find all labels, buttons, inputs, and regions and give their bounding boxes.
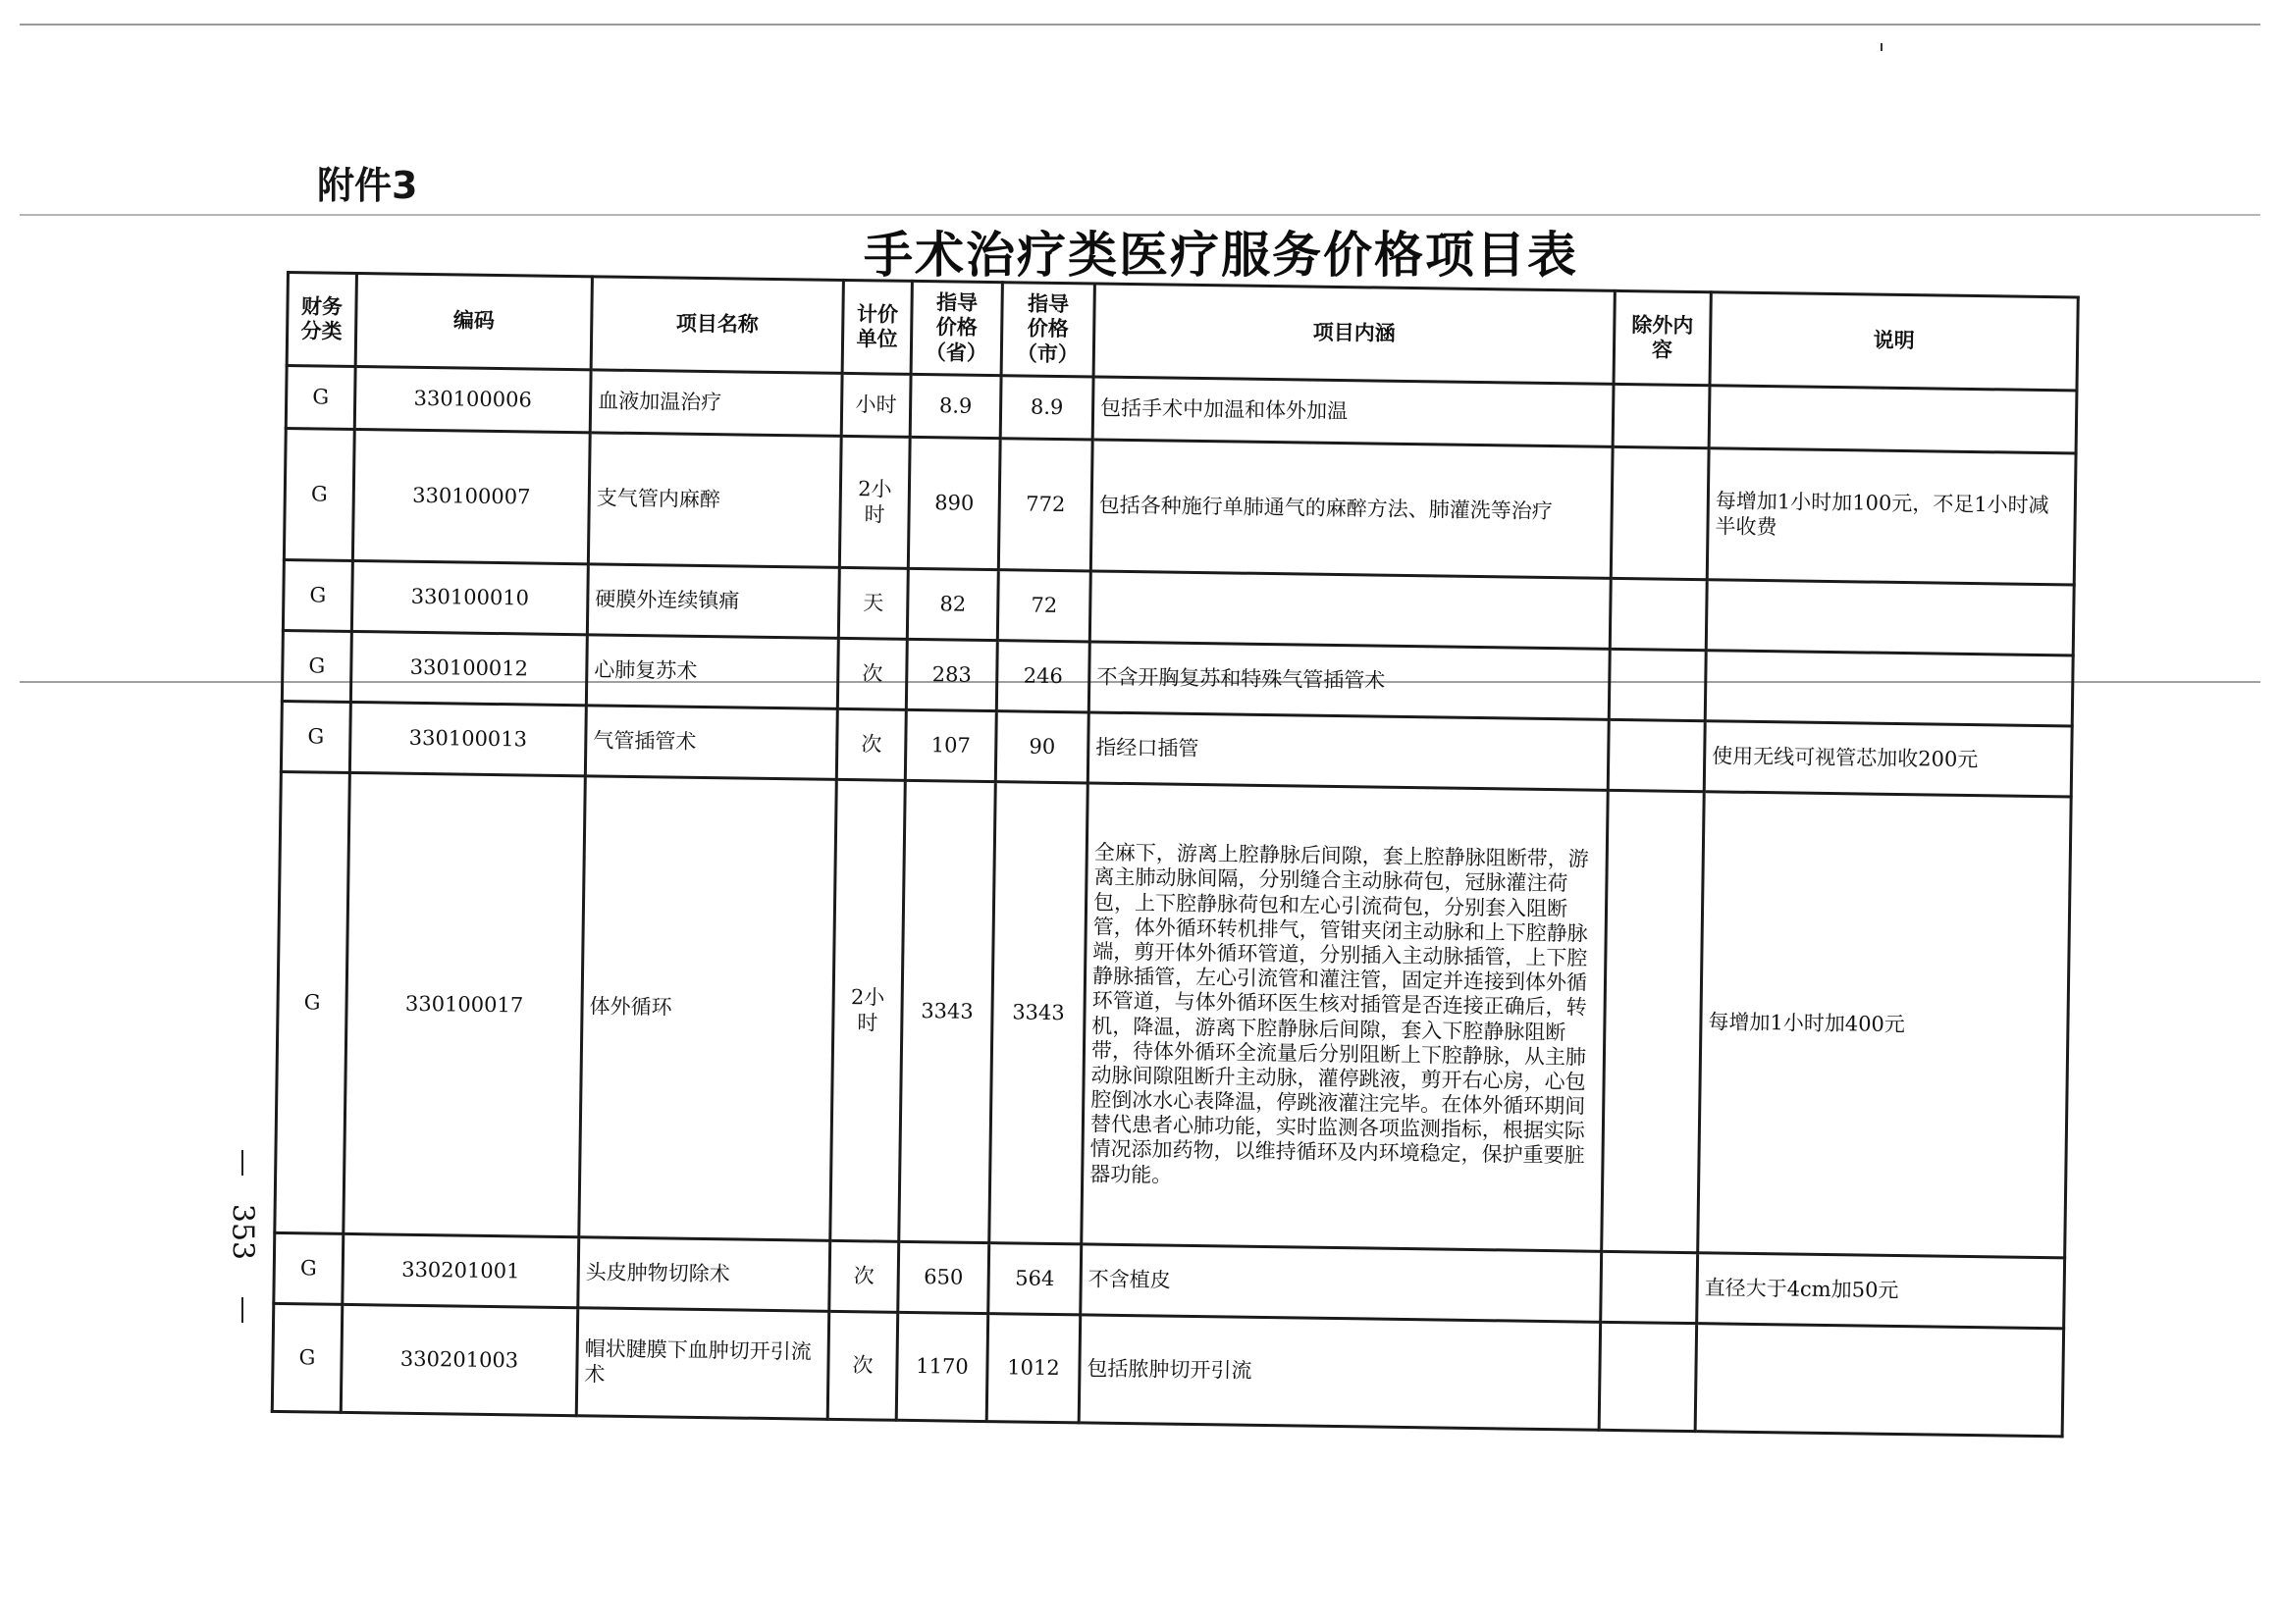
page-number (223, 1150, 262, 1327)
cell-category: G (282, 630, 351, 702)
cell-content: 全麻下，游离上腔静脉后间隙，套上腔静脉阻断带，游离主肺动脉间隔，分别缝合主动脉荷包，冠脉灌注荷包，上下腔静脉荷包和左心引流荷包，分别套入阻断管，体外循环转机排气，管钳夹闭主动脉和上下腔静脉端，剪开体外循环管道，分别插入主动脉插管，上下腔静脉插管，左心引流管和灌注管，固定并连接到体外循环管道，与体外循环医生核对插管是否连接正确后，转机，降温，游离下腔静脉后间隙，套入下腔静脉阻断带，待体外循环全流量后分别阻断上下腔静脉，从主肺动脉间隙阻断升主动脉，灌停跳液，剪开右心房，心包腔倒冰水心表降温，停跳液灌注完毕。在体外循环期间替代患者心肺功能，实时监测各项监测指标，根据实际情况添加药物，以维持循环及内环境稳定，保护重要脏器功能。 (1082, 783, 1609, 1251)
cell-notes (1709, 386, 2077, 453)
header-notes: 说明 (1710, 292, 2078, 391)
cell-code: 330100017 (344, 772, 586, 1236)
attachment-label: 附件3 (317, 164, 418, 207)
cell-exclusions (1613, 384, 1710, 447)
cell-content: 指经口插管 (1087, 712, 1609, 790)
cell-unit: 2小时 (830, 779, 906, 1241)
cell-notes (1695, 1324, 2063, 1437)
cell-content (1089, 571, 1611, 649)
cell-category: G (281, 701, 350, 772)
cell-price-city: 246 (996, 641, 1089, 712)
cell-price-city: 72 (997, 570, 1090, 642)
cell-content: 不含开胸复苏和特殊气管插管术 (1088, 642, 1610, 719)
cell-price-city: 90 (995, 711, 1088, 783)
cell-name: 头皮肿物切除术 (578, 1237, 830, 1312)
cell-name: 体外循环 (579, 776, 837, 1241)
cell-category: G (283, 559, 352, 631)
cell-exclusions (1610, 578, 1707, 650)
cell-notes: 每增加1小时加100元，不足1小时减半收费 (1707, 448, 2076, 585)
cell-price-city: 1012 (986, 1314, 1081, 1423)
cell-notes: 使用无线可视管芯加收200元 (1704, 721, 2072, 797)
cell-category: G (286, 366, 355, 430)
header-content: 项目内涵 (1093, 284, 1615, 384)
scan-mark (1881, 43, 1882, 51)
header-exclusions: 除外内 容 (1614, 290, 1711, 385)
cell-exclusions (1608, 719, 1705, 791)
cell-price-province: 1170 (896, 1312, 988, 1421)
cell-notes (1705, 651, 2073, 726)
header-price-city: 指导 价格 （市） (1001, 283, 1094, 377)
cell-code: 330100006 (354, 366, 591, 432)
table-row (275, 771, 2071, 1257)
price-table (271, 271, 2080, 1438)
cell-exclusions (1602, 790, 1705, 1252)
header-unit: 计价 单位 (842, 280, 912, 374)
cell-price-city: 3343 (989, 782, 1088, 1244)
cell-unit: 次 (836, 708, 906, 780)
page-number-dash-top (241, 1150, 243, 1176)
cell-name: 硬膜外连续镇痛 (587, 564, 839, 639)
cell-price-city: 8.9 (1000, 376, 1093, 440)
cell-name: 支气管内麻醉 (588, 433, 841, 568)
cell-exclusions (1601, 1251, 1698, 1323)
header-category: 财务 分类 (287, 273, 356, 367)
scan-edge-top (20, 24, 2260, 26)
cell-price-province: 8.9 (910, 374, 1001, 438)
header-code: 编码 (355, 273, 592, 369)
cell-price-province: 3343 (899, 780, 996, 1242)
cell-category: G (274, 1232, 344, 1304)
cell-content: 不含植皮 (1081, 1244, 1602, 1322)
page-number-text: 353 (225, 1203, 260, 1261)
cell-price-city: 564 (988, 1243, 1082, 1315)
cell-category: G (284, 429, 354, 561)
cell-code: 330100010 (351, 560, 588, 634)
price-table-container (271, 271, 2077, 1438)
cell-price-province: 283 (906, 639, 997, 710)
cell-unit: 天 (838, 567, 908, 639)
cell-unit: 次 (827, 1311, 898, 1420)
cell-price-province: 650 (898, 1241, 989, 1313)
page-title: 手术治疗类医疗服务价格项目表 (864, 227, 1578, 284)
cell-category: G (275, 771, 350, 1233)
cell-code: 330100013 (349, 702, 586, 775)
cell-name: 血液加温治疗 (590, 370, 842, 437)
cell-exclusions (1609, 649, 1706, 720)
cell-code: 330100007 (352, 429, 590, 563)
cell-exclusions (1599, 1322, 1697, 1431)
cell-price-province: 82 (907, 568, 998, 640)
cell-price-province: 107 (905, 709, 996, 781)
cell-content: 包括各种施行单肺通气的麻醉方法、肺灌洗等治疗 (1090, 440, 1613, 578)
cell-price-city: 772 (998, 439, 1092, 571)
cell-unit: 小时 (841, 373, 911, 437)
cell-category: G (272, 1303, 343, 1412)
cell-name: 气管插管术 (585, 706, 837, 780)
cell-code: 330201001 (343, 1233, 579, 1307)
cell-code: 330100012 (350, 631, 587, 705)
cell-notes: 每增加1小时加400元 (1698, 792, 2072, 1258)
header-price-province: 指导 价格 （省） (911, 281, 1002, 375)
cell-exclusions (1611, 446, 1709, 579)
header-name: 项目名称 (591, 277, 843, 374)
cell-content: 包括脓肿切开引流 (1079, 1315, 1600, 1430)
cell-unit: 次 (829, 1240, 899, 1312)
cell-price-province: 890 (908, 437, 1000, 569)
cell-unit: 2小时 (839, 436, 910, 568)
cell-notes (1706, 580, 2074, 655)
cell-name: 帽状腱膜下血肿切开引流术 (576, 1308, 829, 1420)
cell-unit: 次 (837, 638, 907, 709)
page-number-dash-bottom (241, 1297, 243, 1323)
cell-notes: 直径大于4cm加50元 (1697, 1253, 2065, 1329)
cell-code: 330201003 (341, 1304, 578, 1415)
cell-content: 包括手术中加温和体外加温 (1092, 377, 1614, 446)
cell-name: 心肺复苏术 (586, 635, 838, 709)
table-row (284, 429, 2076, 585)
